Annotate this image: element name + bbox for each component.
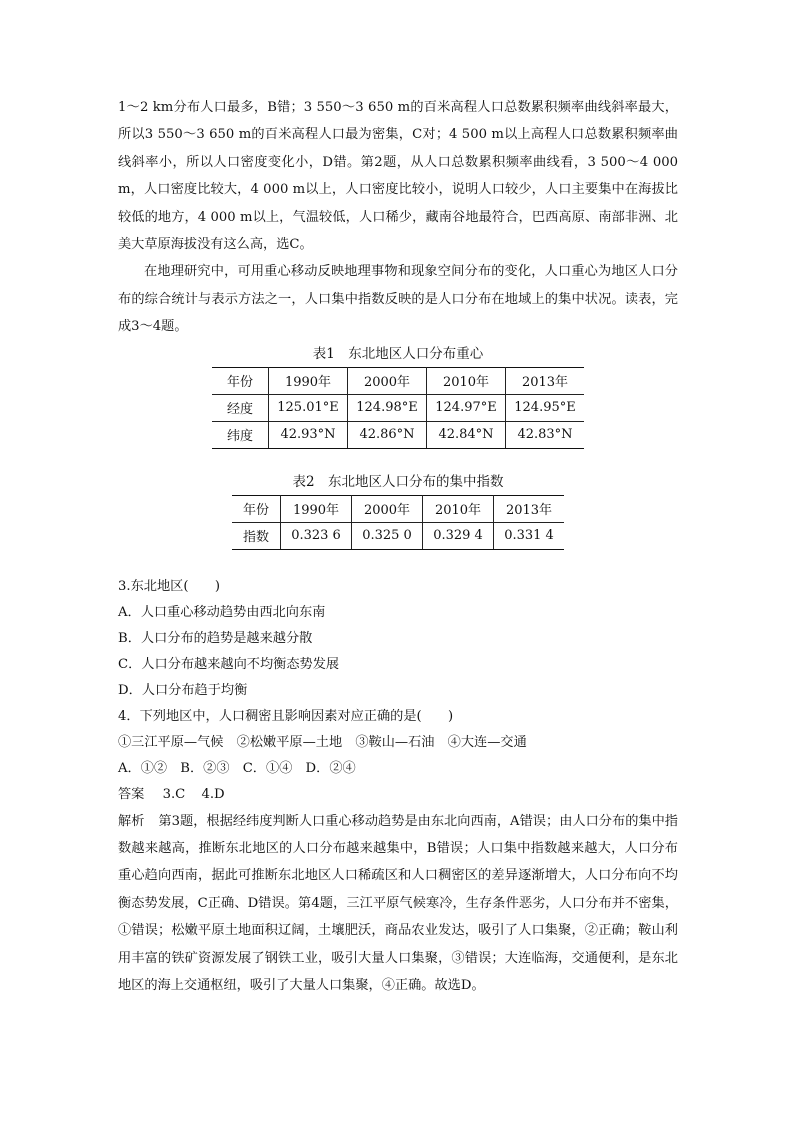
table-cell: 1990年: [269, 367, 348, 394]
table-cell: 指数: [232, 522, 281, 549]
table-cell: 124.98°E: [348, 394, 427, 421]
table-cell: 经度: [212, 394, 269, 421]
table-cell: 年份: [212, 367, 269, 394]
question-3-option-c: C．人口分布越来越向不均衡态势发展: [118, 656, 340, 672]
table-cell: 1990年: [281, 495, 352, 522]
question-4-items: ①三江平原—气候 ②松嫩平原—土地 ③鞍山—石油 ④大连—交通: [118, 734, 527, 750]
table-cell: 42.93°N: [269, 421, 348, 448]
answer-label: 答案: [118, 786, 145, 802]
table-cell: 42.84°N: [427, 421, 506, 448]
table1-caption: 表1 东北地区人口分布重心: [312, 345, 484, 362]
previous-explanation: 1～2 km分布人口最多，B错；3 550～3 650 m的百米高程人口总数累积频率曲线斜率最大，所以3 550～3 650 m的百米高程人口最为密集，C对；4 500 m以上高程人口总数累积频率曲线斜率小，所以人口密度变化小，D错。第2题，从人口总数累积频率曲线看，3 500～4 000 m，人口密度比较大，4 000 m以上，人口密度比较小，说明人口较少，人口主要集中在海拔比较低的地方，4 000 m以上，气温较低，人口稀少，藏南谷地最符合，巴西高原、南部非洲、北美大草原海拔没有这么高，选C。: [118, 100, 678, 253]
analysis-label: 解析: [118, 813, 145, 829]
table-cell: 42.86°N: [348, 421, 427, 448]
answer-q4: 4.D: [201, 786, 225, 802]
question-4-stem: 4．下列地区中，人口稠密且影响因素对应正确的是( ): [118, 708, 454, 724]
table-cell: 2013年: [494, 495, 565, 522]
question-3-option-b: B．人口分布的趋势是越来越分散: [118, 630, 313, 646]
table-cell: 125.01°E: [269, 394, 348, 421]
document-page: [118, 94, 678, 1000]
table-cell: 0.329 4: [423, 522, 494, 549]
table2-concentration-index: [232, 495, 564, 550]
question-3-option-a: A．人口重心移动趋势由西北向东南: [118, 604, 326, 620]
table-cell: 0.331 4: [494, 522, 565, 549]
table1-population-center: [212, 367, 584, 449]
table-cell: 纬度: [212, 421, 269, 448]
table-cell: 124.95°E: [506, 394, 585, 421]
table-cell: 年份: [232, 495, 281, 522]
question-4-options: A．①② B．②③ C．①④ D．②④: [118, 760, 356, 776]
table-cell: 2000年: [352, 495, 423, 522]
table-cell: 124.97°E: [427, 394, 506, 421]
table2-caption: 表2 东北地区人口分布的集中指数: [292, 473, 504, 490]
table-row: [212, 394, 584, 421]
table-row: [212, 421, 584, 448]
answer-line: [118, 782, 678, 808]
table-cell: 0.325 0: [352, 522, 423, 549]
table-row: [232, 495, 564, 522]
table-cell: 2010年: [427, 367, 506, 394]
table-cell: 2010年: [423, 495, 494, 522]
table-cell: 2000年: [348, 367, 427, 394]
table-cell: 0.323 6: [281, 522, 352, 549]
analysis-paragraph: [118, 808, 678, 1000]
analysis-text: 第3题，根据经纬度判断人口重心移动趋势是由东北向西南，A错误；由人口分布的集中指数越来越高，推断东北地区的人口分布越来越集中，B错误；人口集中指数越来越大，人口分布重心趋向西南，据此可推断东北地区人口稀疏区和人口稠密区的差异逐渐增大，人口分布向不均衡态势发展，C正确、D错误。第4题，三江平原气候寒冷，生存条件恶劣，人口分布并不密集，①错误；松嫩平原土地面积辽阔，土壤肥沃，商品农业发达，吸引了人口集聚，②正确；鞍山利用丰富的铁矿资源发展了钢铁工业，吸引大量人口集聚，③错误；大连临海，交通便利，是东北地区的海上交通枢纽，吸引了大量人口集聚，④正确。故选D。: [118, 813, 678, 994]
question-3-option-d: D．人口分布趋于均衡: [118, 682, 248, 698]
table-cell: 42.83°N: [506, 421, 585, 448]
table-cell: 2013年: [506, 367, 585, 394]
question-intro: 在地理研究中，可用重心移动反映地理事物和现象空间分布的变化，人口重心为地区人口分布的综合统计与表示方法之一，人口集中指数反映的是人口分布在地域上的集中状况。读表，完成3～4题。: [118, 264, 678, 335]
answer-q3: 3.C: [162, 786, 186, 802]
question-3-stem: 3.东北地区( ): [118, 578, 220, 594]
table-row: [232, 522, 564, 549]
table-row: [212, 367, 584, 394]
